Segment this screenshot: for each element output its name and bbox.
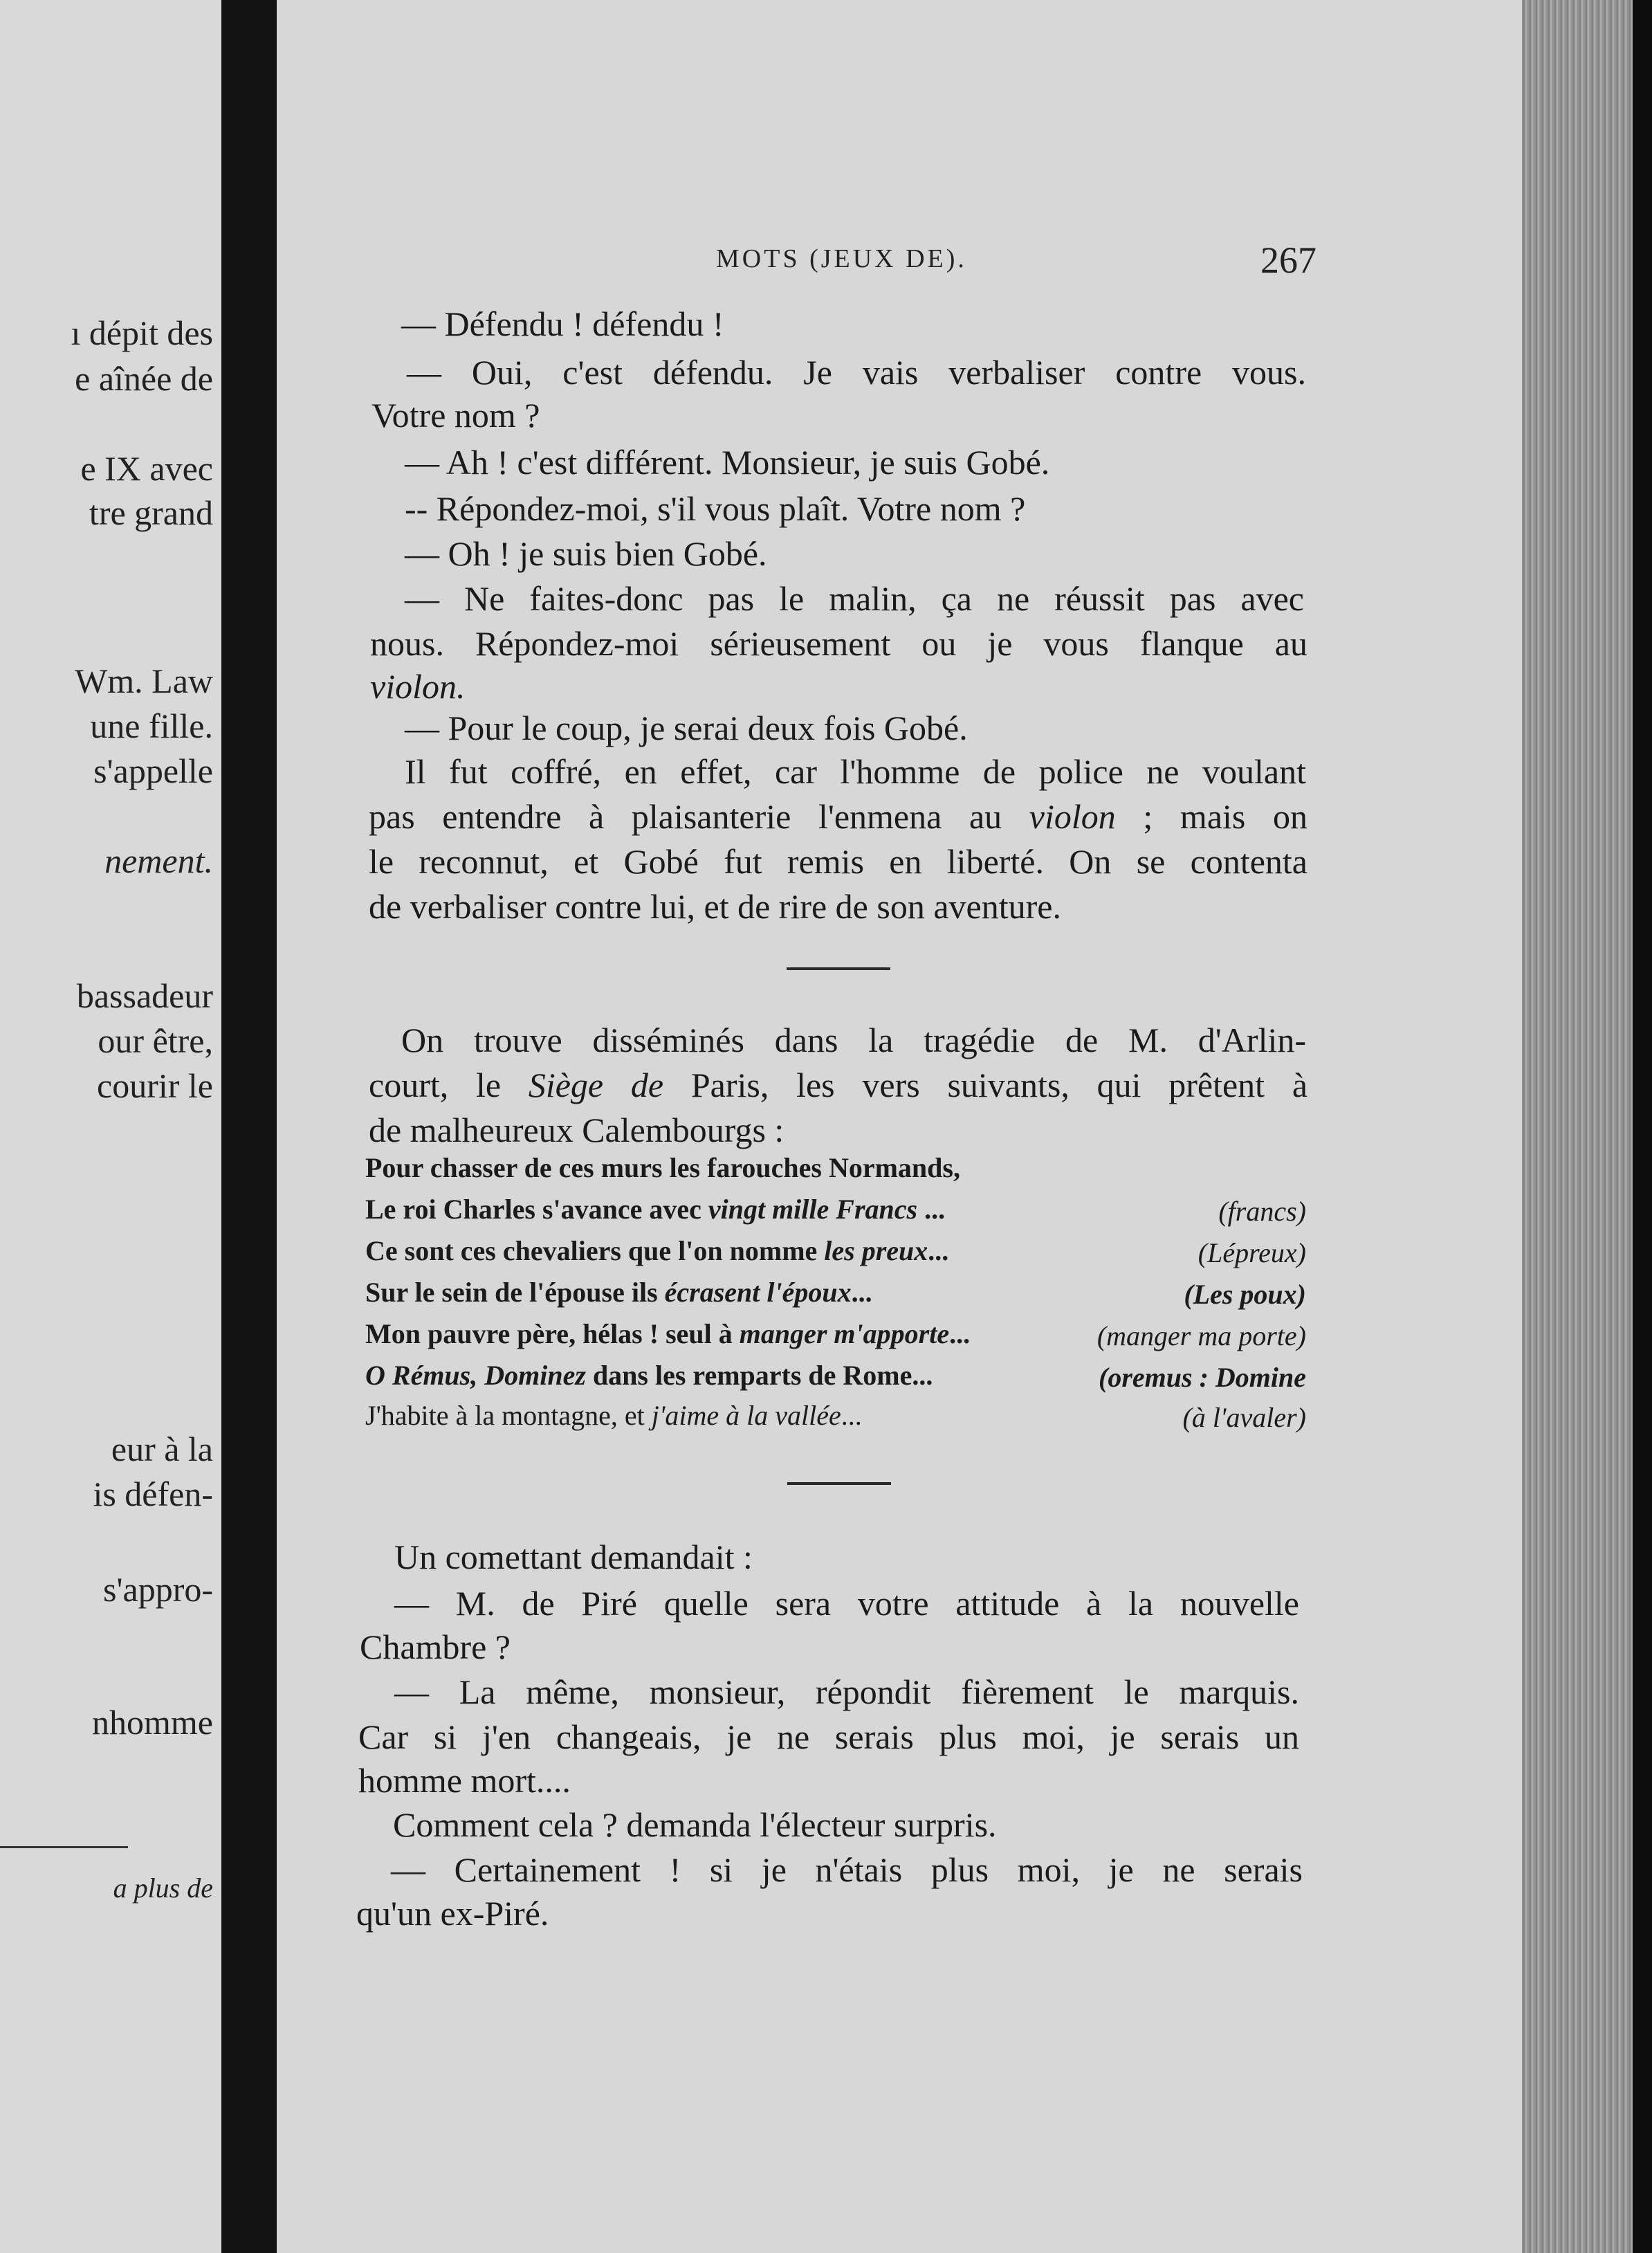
left-page-line: nement. <box>104 841 213 880</box>
text-line: -- Répondez-moi, s'il vous plaît. Votre nom ? <box>405 489 1026 528</box>
book-gutter <box>221 0 277 2253</box>
verse-text: J'habite à la montagne, et <box>365 1400 652 1431</box>
text-line: — Défendu ! défendu ! <box>401 304 724 343</box>
verse-text: ... <box>841 1400 862 1431</box>
left-page-line: ı dépit des <box>71 313 213 352</box>
text-line: Car si j'en changeais, je ne serais plus moi, je serais un <box>358 1717 1299 1756</box>
verse-text: ... <box>851 1277 872 1308</box>
verse-line <box>365 1154 960 1182</box>
verse-pun: vingt mille Francs <box>708 1194 918 1225</box>
verse-text: Ce sont ces chevaliers que l'on nomme <box>365 1235 825 1266</box>
left-page-line: e IX avec <box>80 449 213 488</box>
scan-border <box>1633 0 1652 2253</box>
verse-text: ... <box>949 1318 971 1349</box>
left-page-line: is défen- <box>93 1475 213 1513</box>
verse-text: Sur le sein de l'épouse ils <box>365 1277 665 1308</box>
section-separator <box>787 967 890 970</box>
text-line: On trouve disséminés dans la tragédie de M. d'Arlin- <box>401 1021 1306 1059</box>
section-separator <box>787 1482 891 1485</box>
verse-line <box>365 1237 948 1265</box>
text-line: — La même, monsieur, répondit fièrement le marquis. <box>394 1672 1299 1711</box>
text-span: ; mais on <box>1115 797 1307 836</box>
text-span-italic: Siège de <box>528 1066 664 1104</box>
left-page-line: tre grand <box>89 493 213 532</box>
text-line: Chambre ? <box>360 1627 511 1666</box>
left-page-line: bassadeur <box>76 976 213 1015</box>
verse-text: dans les remparts de Rome... <box>585 1360 933 1391</box>
text-line: de verbaliser contre lui, et de rire de son aventure. <box>369 887 1061 926</box>
text-line: Un comettant demandait : <box>394 1538 753 1576</box>
verse-line <box>365 1279 872 1306</box>
left-page-line: our être, <box>98 1021 213 1060</box>
text-span: Paris, les vers suivants, qui prêtent à <box>663 1066 1308 1104</box>
verse-text: Pour chasser de ces murs les farouches Normands, <box>365 1152 960 1183</box>
left-page-line: eur à la <box>111 1430 213 1468</box>
text-line: nous. Répondez-moi sérieusement ou je vous flanque au <box>370 624 1307 663</box>
left-page-line: e aînée de <box>75 359 213 398</box>
left-page-line: s'appelle <box>93 751 213 790</box>
verse-pun: manger m'apporte <box>739 1318 950 1349</box>
verse-text: Mon pauvre père, hélas ! seul à <box>365 1318 740 1349</box>
text-line: le reconnut, et Gobé fut remis en liberté. On se contenta <box>369 842 1307 881</box>
left-page-line: s'appro- <box>103 1570 213 1609</box>
verse-pun: O Rémus, Dominez <box>365 1360 586 1391</box>
verse-pun: j'aime à la vallée <box>651 1400 841 1431</box>
page-number: 267 <box>1260 239 1316 281</box>
left-page-line: une fille. <box>90 706 213 745</box>
verse-line <box>365 1402 862 1430</box>
text-line: — Oui, c'est défendu. Je vais verbaliser contre vous. <box>407 353 1306 392</box>
text-span: court, le <box>369 1066 529 1104</box>
verse-text: ... <box>928 1235 949 1266</box>
text-line: de malheureux Calembourgs : <box>369 1111 784 1149</box>
verse-line <box>365 1196 945 1223</box>
verse-text: ... <box>917 1194 946 1225</box>
text-line: — Certainement ! si je n'étais plus moi, je ne serais <box>391 1850 1303 1889</box>
verse-note: (oremus : Domine <box>1099 1362 1306 1393</box>
text-span-italic: violon <box>1029 797 1116 836</box>
running-title: MOTS (JEUX DE). <box>716 244 967 273</box>
text-line: — Oh ! je suis bien Gobé. <box>405 534 767 573</box>
left-page-line: Wm. Law <box>75 662 213 700</box>
text-line: qu'un ex-Piré. <box>356 1894 549 1933</box>
verse-line <box>365 1320 970 1348</box>
verse-note: (francs) <box>1218 1196 1306 1227</box>
verse-note: (Lépreux) <box>1197 1237 1306 1268</box>
text-line: — Pour le coup, je serai deux fois Gobé. <box>405 709 968 747</box>
text-line: violon. <box>370 667 466 706</box>
text-line: Il fut coffré, en effet, car l'homme de police ne voulant <box>405 752 1306 791</box>
verse-line <box>365 1362 933 1389</box>
footnote-rule <box>0 1846 128 1848</box>
verse-pun: les preux <box>824 1235 928 1266</box>
text-line <box>369 1068 1307 1102</box>
verse-pun: écrasent l'époux <box>664 1277 852 1308</box>
text-line: — Ne faites-donc pas le malin, ça ne réussit pas avec <box>405 579 1304 618</box>
verse-text: Le roi Charles s'avance avec <box>365 1194 708 1225</box>
verse-note: (à l'avaler) <box>1182 1402 1306 1433</box>
text-line: — M. de Piré quelle sera votre attitude à la nouvelle <box>394 1584 1299 1623</box>
verse-note: (manger ma porte) <box>1096 1320 1306 1351</box>
left-page-line: nhomme <box>92 1703 213 1742</box>
text-line <box>369 799 1307 834</box>
text-line: Comment cela ? demanda l'électeur surpris. <box>393 1805 997 1844</box>
left-facing-page <box>0 0 221 2253</box>
left-page-footnote: a plus de <box>113 1872 213 1904</box>
text-span: pas entendre à plaisanterie l'enmena au <box>369 797 1029 836</box>
text-line: — Ah ! c'est différent. Monsieur, je suis Gobé. <box>405 443 1050 482</box>
text-line: homme mort.... <box>358 1761 571 1800</box>
verse-note: (Les poux) <box>1184 1279 1306 1310</box>
text-line: Votre nom ? <box>371 396 540 435</box>
left-page-line: courir le <box>97 1066 213 1105</box>
